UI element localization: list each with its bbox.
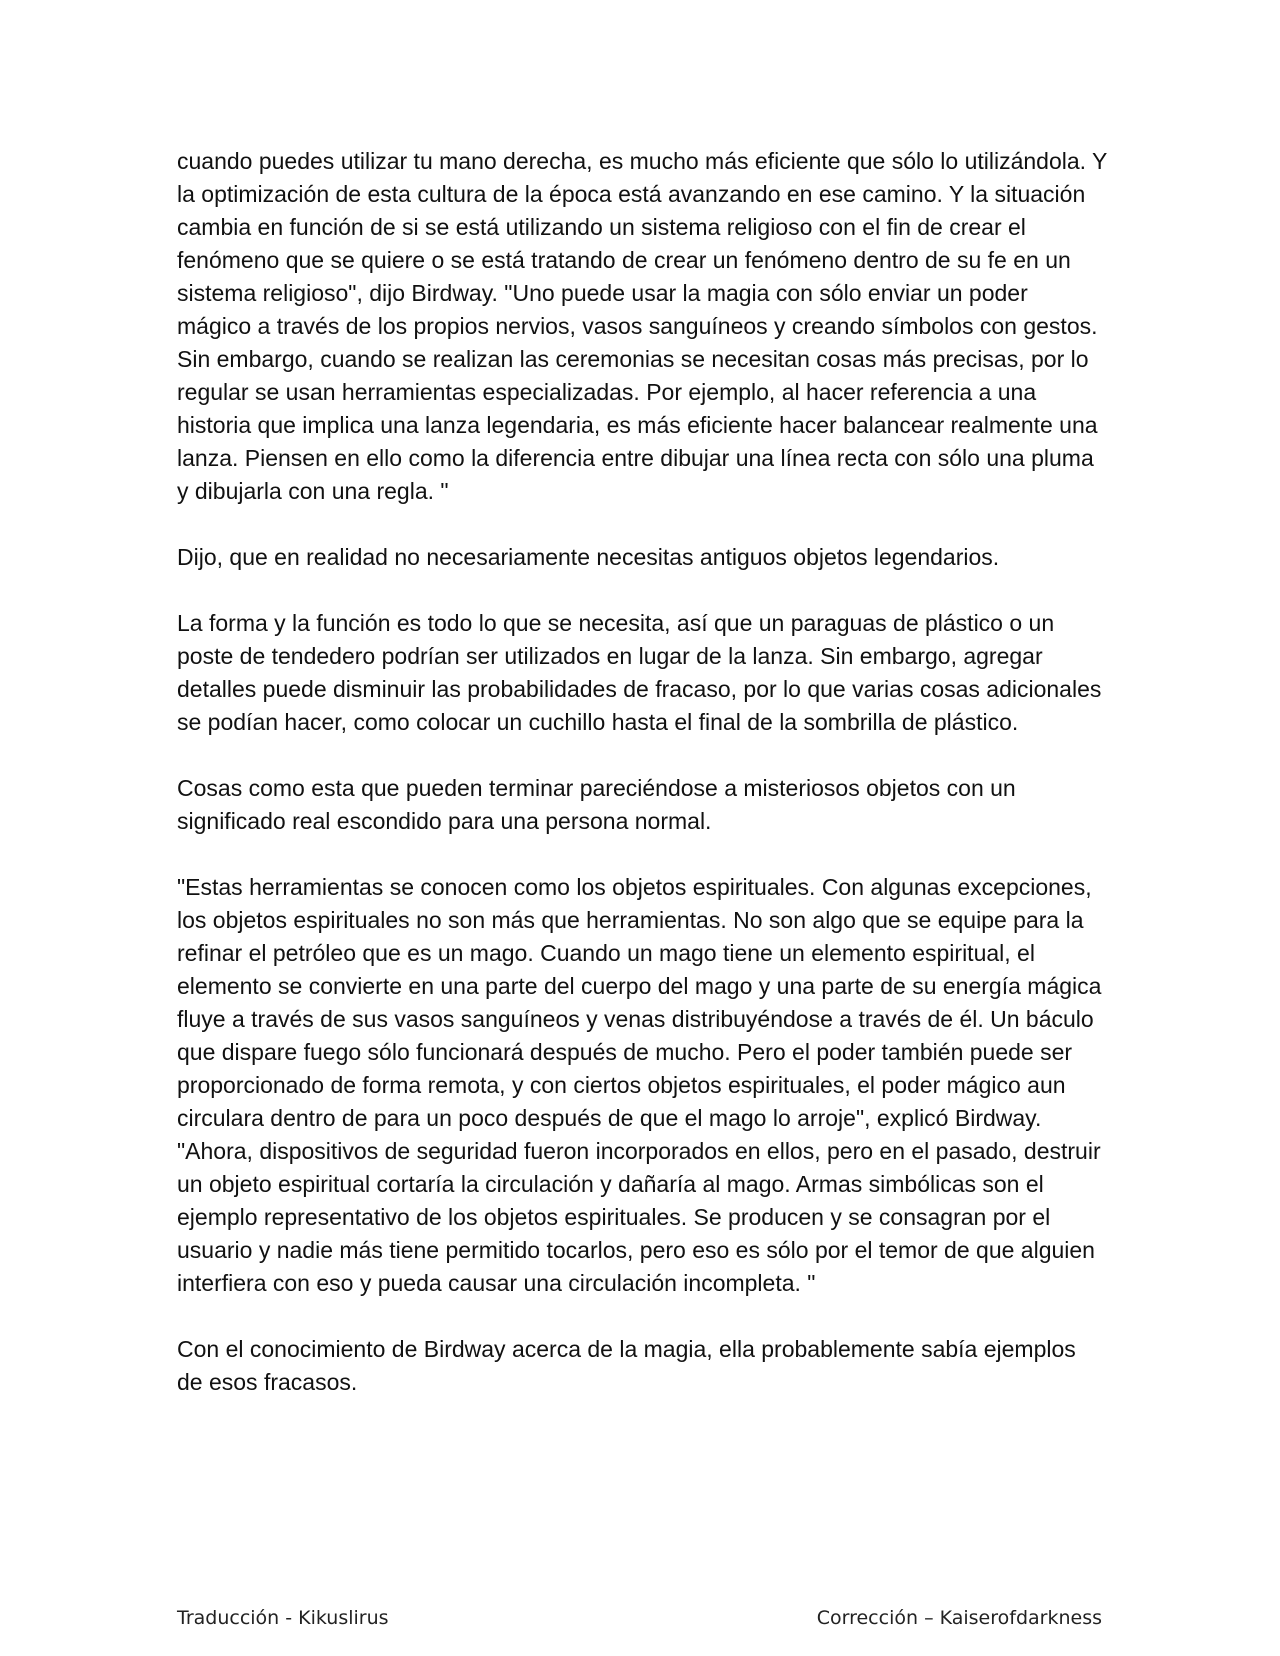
paragraph-4: Cosas como esta que pueden terminar pareciéndose a misteriosos objetos con un significado real escondido para una persona normal. [177,775,1016,834]
paragraph-2: Dijo, que en realidad no necesariamente necesitas antiguos objetos legendarios. [177,544,1000,570]
paragraph-1: cuando puedes utilizar tu mano derecha, es mucho más eficiente que sólo lo utilizándola. Y la optimización de esta cultura de la época está avanzando en ese camino. Y la situación cambia en función de si se está utilizando un sistema religioso con el fin de crear el fenómeno que se quiere o se está tratando de crear un fenómeno dentro de su fe en un sistema religioso", dijo Birdway. "Uno puede usar la magia con sólo enviar un poder mágico a través de los propios nervios, vasos sanguíneos y creando símbolos con gestos. Sin embargo, cuando se realizan las ceremonias se necesitan cosas más precisas, por lo regular se usan herramientas especializadas. Por ejemplo, al hacer referencia a una historia que implica una lanza legendaria, es más eficiente hacer balancear realmente una lanza. Piensen en ello como la diferencia entre dibujar una línea recta con sólo una pluma y dibujarla con una regla. " [177,148,1107,504]
document-body [177,145,1107,1432]
page-footer [177,1606,1102,1630]
footer-translation-credit: Traducción - Kikuslirus [177,1607,389,1629]
footer-correction-credit: Corrección – Kaiserofdarkness [816,1607,1102,1629]
paragraph-5: "Estas herramientas se conocen como los objetos espirituales. Con algunas excepciones, los objetos espirituales no son más que herramientas. No son algo que se equipe para la refinar el petróleo que es un mago. Cuando un mago tiene un elemento espiritual, el elemento se convierte en una parte del cuerpo del mago y una parte de su energía mágica fluye a través de sus vasos sanguíneos y venas distribuyéndose a través de él. Un báculo que dispare fuego sólo funcionará después de mucho. Pero el poder también puede ser proporcionado de forma remota, y con ciertos objetos espirituales, el poder mágico aun circulara dentro de para un poco después de que el mago lo arroje", explicó Birdway. "Ahora, dispositivos de seguridad fueron incorporados en ellos, pero en el pasado, destruir un objeto espiritual cortaría la circulación y dañaría al mago. Armas simbólicas son el ejemplo representativo de los objetos espirituales. Se producen y se consagran por el usuario y nadie más tiene permitido tocarlos, pero eso es sólo por el temor de que alguien interfiera con eso y pueda causar una circulación incompleta. " [177,874,1102,1296]
paragraph-6: Con el conocimiento de Birdway acerca de la magia, ella probablemente sabía ejemplos de esos fracasos. [177,1336,1076,1395]
paragraph-3: La forma y la función es todo lo que se necesita, así que un paraguas de plástico o un poste de tendedero podrían ser utilizados en lugar de la lanza. Sin embargo, agregar detalles puede disminuir las probabilidades de fracaso, por lo que varias cosas adicionales se podían hacer, como colocar un cuchillo hasta el final de la sombrilla de plástico. [177,610,1102,735]
